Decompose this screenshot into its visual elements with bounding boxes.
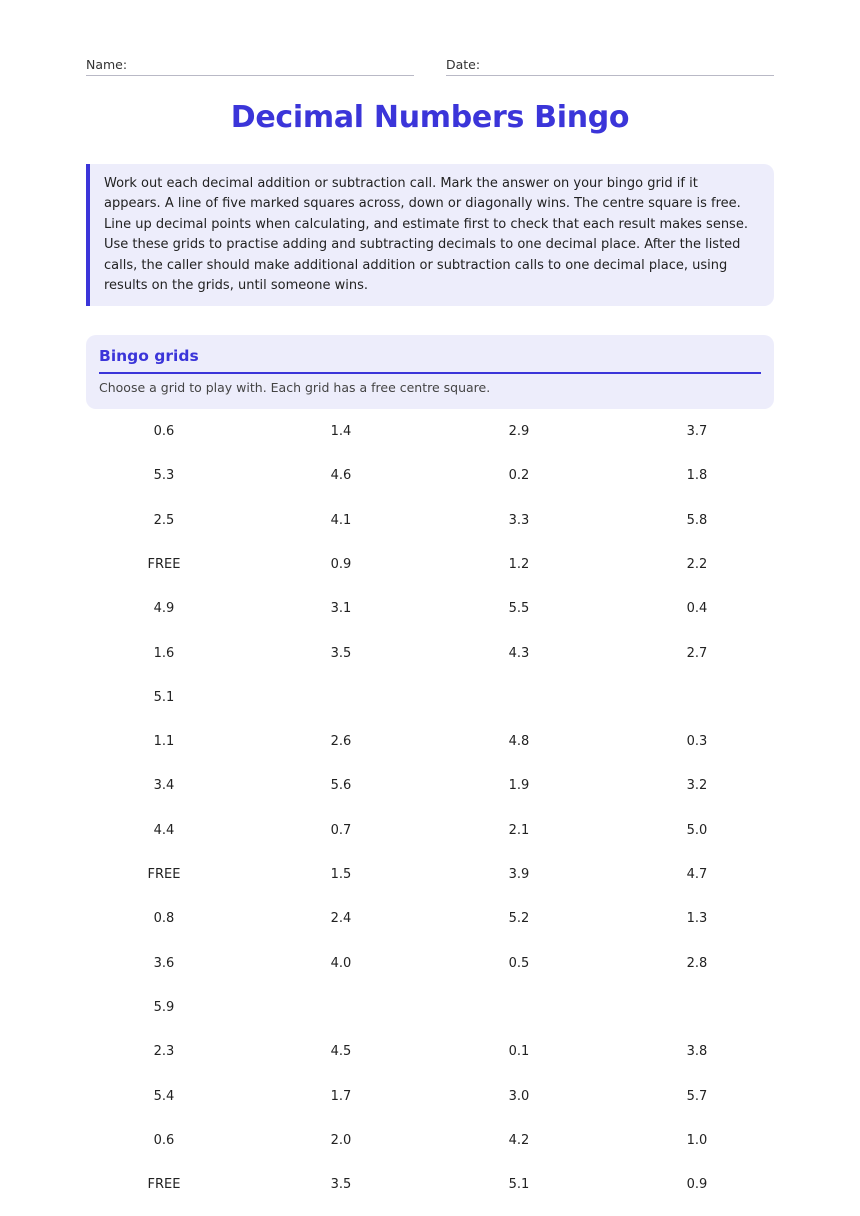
grid-cell[interactable]: 4.0 [330,955,352,971]
grid-cell[interactable]: 1.7 [330,1088,352,1104]
grid-cell[interactable] [264,986,418,1030]
grid-cell[interactable]: 0.6 [153,1132,175,1148]
grid-cell[interactable]: 5.8 [686,512,708,528]
grid-cell[interactable]: 2.1 [508,822,530,838]
grid-cell[interactable]: 2.6 [330,734,352,750]
date-field[interactable] [446,54,774,76]
grid-cell[interactable] [442,986,596,1030]
grid-cell[interactable]: FREE [147,1177,181,1193]
grid-cell[interactable]: 1.4 [330,424,352,439]
grid-cell[interactable]: 5.5 [508,601,530,617]
grid-cell[interactable]: 5.1 [508,1177,530,1193]
grid-cell[interactable]: 5.7 [686,1088,708,1104]
grid-cell[interactable] [264,676,418,720]
grid-cell[interactable] [620,676,774,720]
grid-cell[interactable]: 4.4 [153,822,175,838]
grid-cell[interactable]: 0.5 [508,955,530,971]
grid-cell[interactable]: 3.0 [508,1088,530,1104]
grid-cell[interactable]: 2.2 [686,556,708,572]
grid-cell[interactable]: 1.5 [330,867,352,882]
section-subtitle: Choose a grid to play with. Each grid has a free centre square. [99,380,491,395]
date-label: Date: [446,57,481,72]
grid-cell[interactable]: 4.8 [508,734,530,750]
grid-cell[interactable]: 2.0 [330,1132,352,1148]
grid-cell[interactable]: 2.8 [686,955,708,971]
grid-cell[interactable]: 3.9 [508,867,530,882]
grid-cell[interactable]: 0.9 [330,556,352,572]
grid-cell[interactable]: 4.7 [686,867,708,882]
grid-cell[interactable]: 4.5 [330,1044,352,1060]
grid-cell[interactable]: 5.2 [508,911,530,927]
grid-cell[interactable]: 2.9 [508,424,530,439]
grid-cell[interactable]: 0.2 [508,468,530,484]
grid-cell[interactable]: 4.6 [330,468,352,484]
grid-cell[interactable] [620,986,774,1030]
grid-cell[interactable]: 2.3 [153,1044,175,1060]
grid-cell[interactable]: 0.8 [153,911,175,927]
grid-cell[interactable]: 3.7 [686,424,708,439]
grid-cell[interactable]: FREE [147,556,181,572]
grid-cell[interactable]: 1.6 [153,645,175,661]
grid-cell[interactable]: 0.3 [686,734,708,750]
grid-cell[interactable]: 2.4 [330,911,352,927]
grid-cell[interactable]: 5.3 [153,468,175,484]
name-field[interactable] [86,54,414,76]
grid-cell[interactable]: 0.1 [508,1044,530,1060]
grid-cell[interactable]: FREE [147,867,181,882]
grid-cell[interactable]: 2.5 [153,512,175,528]
grid-cell[interactable]: 3.5 [330,1177,352,1193]
name-label: Name: [86,57,128,72]
grid-cell[interactable]: 0.7 [330,822,352,838]
grid-cell[interactable]: 1.8 [686,468,708,484]
grid-cell[interactable]: 4.2 [508,1132,530,1148]
grid-cell[interactable]: 4.1 [330,512,352,528]
grid-cell[interactable]: 1.9 [508,778,530,794]
grid-cell[interactable]: 5.6 [330,778,352,794]
grid-cell[interactable]: 0.6 [153,424,175,439]
grid-cell[interactable]: 3.1 [330,601,352,617]
grid-cell[interactable]: 4.3 [508,645,530,661]
grid-cell[interactable]: 3.3 [508,512,530,528]
header-fields [86,54,774,76]
grid-cell[interactable]: 1.3 [686,911,708,927]
bingo-grids-section [86,335,774,409]
grid-cell[interactable]: 1.0 [686,1132,708,1148]
grid-cell[interactable]: 0.4 [686,601,708,617]
grid-cell[interactable] [442,676,596,720]
grid-cell[interactable]: 3.4 [153,778,175,794]
grid-cell[interactable]: 5.9 [153,999,175,1015]
grid-cell[interactable]: 3.6 [153,955,175,971]
page-title: Decimal Numbers Bingo [230,100,630,135]
grid-cell[interactable]: 5.4 [153,1088,175,1104]
grid-cell[interactable]: 5.0 [686,822,708,838]
grid-cell[interactable]: 2.7 [686,645,708,661]
grid-cell[interactable]: 3.5 [330,645,352,661]
grid-cell[interactable]: 3.8 [686,1044,708,1060]
grid-cell[interactable]: 1.2 [508,556,530,572]
grid-cell[interactable]: 5.1 [153,689,175,705]
section-title: Bingo grids [99,345,761,374]
grid-cell[interactable]: 4.9 [153,601,175,617]
grid-cell[interactable]: 0.9 [686,1177,708,1193]
grid-cell[interactable]: 1.1 [153,734,175,750]
grid-cell[interactable]: 3.2 [686,778,708,794]
instructions-box: Work out each decimal addition or subtraction call. Mark the answer on your bingo grid if it appears. A line of five marked squares across, down or diagonally wins. The centre square is free. Line up decimal points when calculating, and estimate first to check that each result makes sense. Use these grids to practise adding and subtracting decimals to one decimal place. After the listed calls, the caller should make additional addition or subtraction calls to one decimal place, using results on the grids, until someone wins. [86,164,774,306]
